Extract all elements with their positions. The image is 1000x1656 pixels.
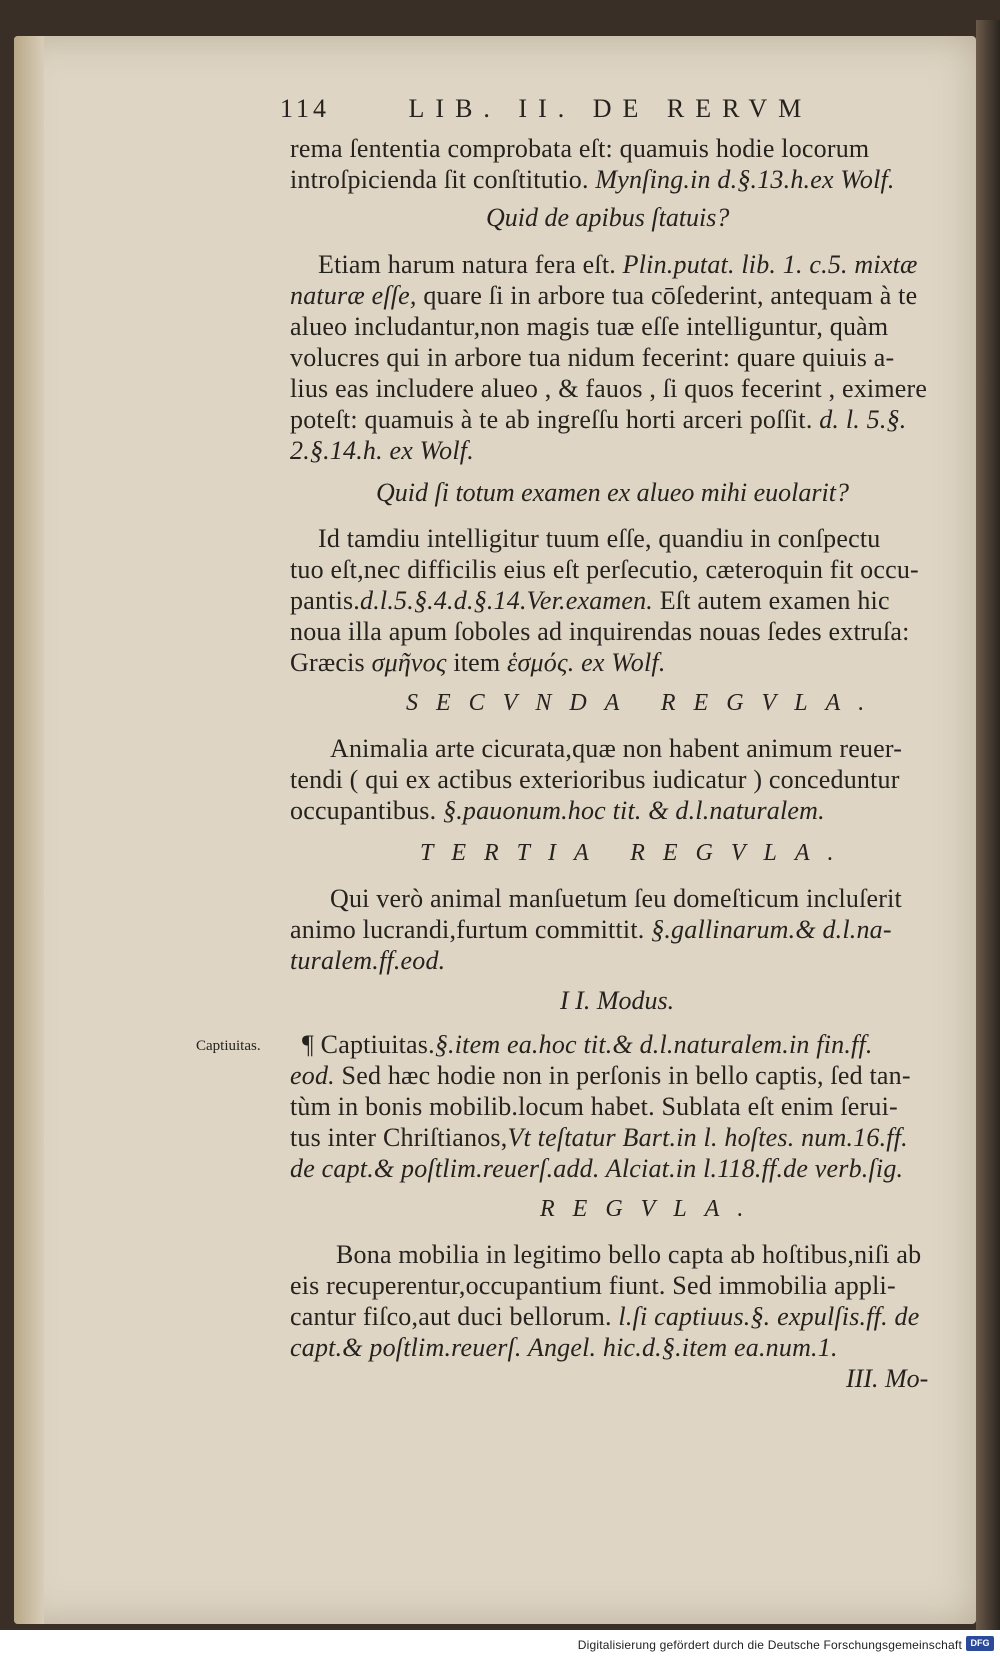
- text-line: pantis.d.l.5.§.4.d.§.14.Ver.examen. Eſt autem examen hic: [290, 586, 890, 615]
- page-number: 114: [280, 94, 331, 123]
- text-line: tus inter Chriſtianos,Vt teſtatur Bart.in l. hoſtes. num.16.ff.: [290, 1123, 908, 1152]
- text-line: de capt.& poſtlim.reuerſ.add. Alciat.in l.118.ff.de verb.ſig.: [290, 1154, 904, 1183]
- text-line: Bona mobilia in legitimo bello capta ab hoſtibus,niſi ab: [336, 1240, 922, 1269]
- text-line: tùm in bonis mobilib.locum habet. Sublata eſt enim ſerui-: [290, 1092, 898, 1121]
- text-line: occupantibus. §.pauonum.hoc tit. & d.l.naturalem.: [290, 796, 825, 825]
- text-line: turalem.ff.eod.: [290, 946, 446, 975]
- text-line: Id tamdiu intelligitur tuum eſſe, quandiu in conſpectu: [318, 524, 881, 553]
- rule-heading-secunda: SECVNDA REGVLA.: [406, 690, 883, 716]
- text-line: cantur fiſco,aut duci bellorum. l.ſi captiuus.§. expulſis.ff. de: [290, 1302, 920, 1331]
- text-line: Etiam harum natura fera eſt. Plin.putat. lib. 1. c.5. mixtæ: [318, 250, 918, 279]
- running-title: LIB. II. DE RERVM: [408, 94, 813, 123]
- dfg-logo-icon: DFG: [966, 1636, 994, 1651]
- rule-heading-tertia: TERTIA REGVLA.: [420, 840, 852, 866]
- text-line: animo lucrandi,furtum committit. §.gallinarum.& d.l.na-: [290, 915, 892, 944]
- text-line: tuo eſt,nec difficilis eius eſt perſecutio, cæteroquin fit occu-: [290, 555, 919, 584]
- question-heading: Quid de apibus ſtatuis?: [486, 203, 730, 232]
- page-gutter: [14, 36, 44, 1624]
- text-line: noua illa apum ſoboles ad inquirendas nouas ſedes extruſa:: [290, 617, 910, 646]
- catchword: III. Mo-: [846, 1364, 929, 1393]
- text-line: eod. Sed hæc hodie non in perſonis in bello captis, ſed tan-: [290, 1061, 911, 1090]
- text-line: naturæ eſſe, quare ſi in arbore tua cōſederint, antequam à te: [290, 281, 918, 310]
- text-line: eis recuperentur,occupantium fiunt. Sed immobilia appli-: [290, 1271, 896, 1300]
- text-line: Qui verò animal manſuetum ſeu domeſticum incluſerit: [330, 884, 902, 913]
- text-line: volucres qui in arbore tua nidum fecerint: quare quiuis a-: [290, 343, 895, 372]
- modus-heading: I I. Modus.: [560, 986, 675, 1015]
- text-line: poteſt: quamuis à te ab ingreſſu horti arceri poſſit. d. l. 5.§.: [290, 405, 907, 434]
- running-head: [280, 94, 812, 124]
- text-line: capt.& poſtlim.reuerſ. Angel. hic.d.§.item ea.num.1.: [290, 1333, 838, 1362]
- text-line: alueo includantur,non magis tuæ eſſe intelliguntur, quàm: [290, 312, 889, 341]
- text-line: Græcis σμῆνος item ἑσμός. ex Wolf.: [290, 648, 666, 677]
- book-binding-edge: [976, 20, 1000, 1630]
- rule-heading-regula: REGVLA.: [540, 1196, 762, 1222]
- funding-credit: Digitalisierung gefördert durch die Deutsche Forschungsgemeinschaft: [577, 1638, 962, 1652]
- margin-note: Captiuitas.: [196, 1038, 261, 1054]
- text-line: ¶ Captiuitas.§.item ea.hoc tit.& d.l.naturalem.in fin.ff.: [302, 1030, 873, 1059]
- question-heading: Quid ſi totum examen ex alueo mihi euolarit?: [376, 478, 849, 507]
- text-line: introſpicienda ſit conſtitutio. Mynſing.in d.§.13.h.ex Wolf.: [290, 165, 895, 194]
- text-line: Animalia arte cicurata,quæ non habent animum reuer-: [330, 734, 903, 763]
- text-line: lius eas includere alueo , & fauos , ſi quos fecerint , eximere: [290, 374, 928, 403]
- text-line: 2.§.14.h. ex Wolf.: [290, 436, 474, 465]
- text-line: tendi ( qui ex actibus exterioribus iudicatur ) conceduntur: [290, 765, 900, 794]
- text-line: rema ſententia comprobata eſt: quamuis hodie locorum: [290, 134, 870, 163]
